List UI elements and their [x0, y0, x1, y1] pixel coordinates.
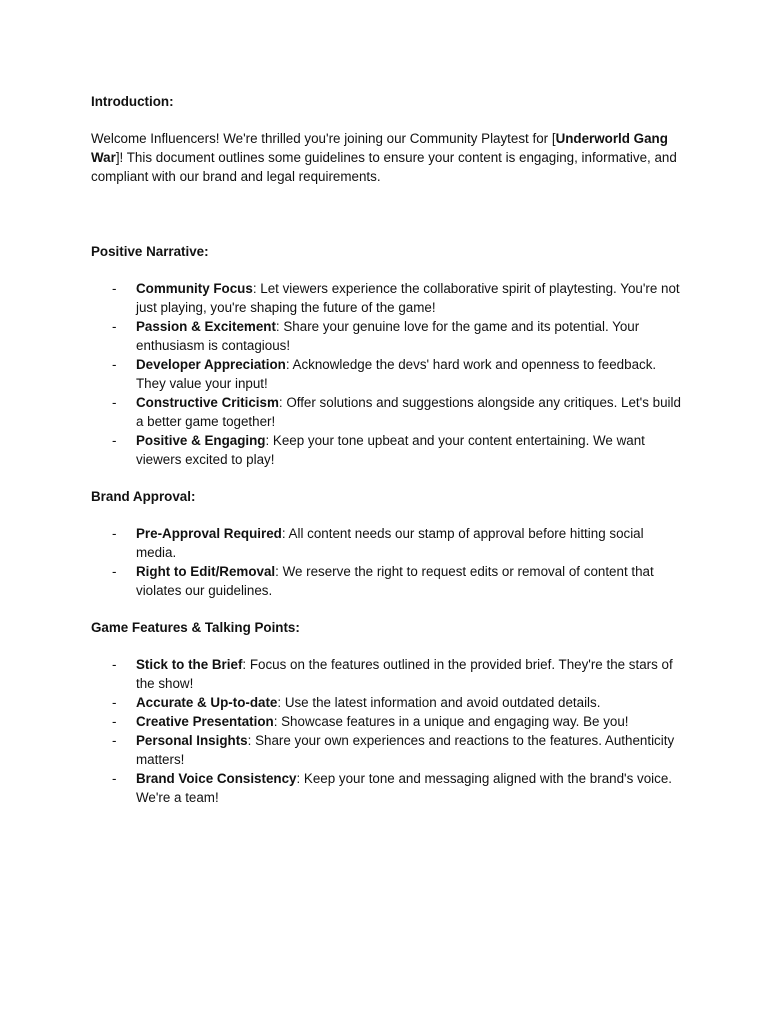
- brand-approval-list: [91, 524, 681, 600]
- list-item-text: : Keep your tone upbeat and your content entertaining. We want viewers excited to play!: [136, 433, 645, 467]
- list-item-term: Developer Appreciation: [136, 357, 286, 372]
- list-item-text: : Share your genuine love for the game and its potential. Your enthusiasm is contagious!: [136, 319, 640, 353]
- list-item-term: Pre-Approval Required: [136, 526, 282, 541]
- list-item-term: Accurate & Up-to-date: [136, 695, 278, 710]
- section-heading-positive-narrative: Positive Narrative:: [91, 244, 209, 259]
- list-item: [91, 524, 681, 562]
- list-item-text: : Use the latest information and avoid outdated details.: [277, 695, 601, 710]
- list-item-text: : Share your own experiences and reactions to the features. Authenticity matters!: [136, 733, 675, 767]
- intro-text-after: ]! This document outlines some guidelines to ensure your content is engaging, informative, and compliant with our brand and legal requirements.: [91, 150, 677, 184]
- list-item-term: Constructive Criticism: [136, 395, 279, 410]
- list-item: [91, 769, 681, 807]
- bullet-dash: -: [112, 526, 117, 541]
- list-item: [91, 731, 681, 769]
- list-item: [91, 355, 681, 393]
- list-item-term: Community Focus: [136, 281, 253, 296]
- list-item-text: : Focus on the features outlined in the provided brief. They're the stars of the show!: [136, 657, 673, 691]
- list-item: [91, 279, 681, 317]
- bullet-dash: -: [112, 281, 117, 296]
- bullet-dash: -: [112, 695, 117, 710]
- positive-narrative-list: [91, 279, 681, 469]
- list-item-term: Personal Insights: [136, 733, 248, 748]
- list-item: [91, 655, 681, 693]
- list-item: [91, 562, 681, 600]
- game-name: Underworld Gang War: [91, 131, 668, 165]
- list-item-text: : All content needs our stamp of approval before hitting social media.: [136, 526, 644, 560]
- bullet-dash: -: [112, 357, 117, 372]
- bullet-dash: -: [112, 657, 117, 672]
- list-item-text: : Let viewers experience the collaborative spirit of playtesting. You're not just playing, you're shaping the future of the game!: [136, 281, 680, 315]
- list-item: [91, 317, 681, 355]
- bullet-dash: -: [112, 771, 117, 786]
- list-item-term: Creative Presentation: [136, 714, 274, 729]
- section-heading-brand-approval: Brand Approval:: [91, 489, 196, 504]
- list-item: [91, 431, 681, 469]
- list-item: [91, 693, 681, 712]
- list-item-text: : Offer solutions and suggestions alongside any critiques. Let's build a better game together!: [136, 395, 681, 429]
- list-item-term: Stick to the Brief: [136, 657, 243, 672]
- list-item-term: Right to Edit/Removal: [136, 564, 276, 579]
- document-body: [91, 92, 681, 807]
- bullet-dash: -: [112, 395, 117, 410]
- list-item: [91, 393, 681, 431]
- bullet-dash: -: [112, 564, 117, 579]
- list-item-term: Positive & Engaging: [136, 433, 266, 448]
- list-item-term: Brand Voice Consistency: [136, 771, 297, 786]
- intro-text-before: Welcome Influencers! We're thrilled you're joining our Community Playtest for [: [91, 131, 556, 146]
- bullet-dash: -: [112, 714, 117, 729]
- intro-heading: Introduction:: [91, 94, 174, 109]
- game-features-list: [91, 655, 681, 807]
- list-item: [91, 712, 681, 731]
- list-item-text: : Showcase features in a unique and engaging way. Be you!: [273, 714, 629, 729]
- section-heading-game-features: Game Features & Talking Points:: [91, 620, 300, 635]
- intro-paragraph: [91, 129, 681, 186]
- list-item-text: : We reserve the right to request edits or removal of content that violates our guidelines.: [136, 564, 654, 598]
- bullet-dash: -: [112, 433, 117, 448]
- list-item-term: Passion & Excitement: [136, 319, 276, 334]
- bullet-dash: -: [112, 733, 117, 748]
- list-item-text: : Acknowledge the devs' hard work and openness to feedback. They value your input!: [136, 357, 657, 391]
- list-item-text: : Keep your tone and messaging aligned with the brand's voice. We're a team!: [136, 771, 672, 805]
- bullet-dash: -: [112, 319, 117, 334]
